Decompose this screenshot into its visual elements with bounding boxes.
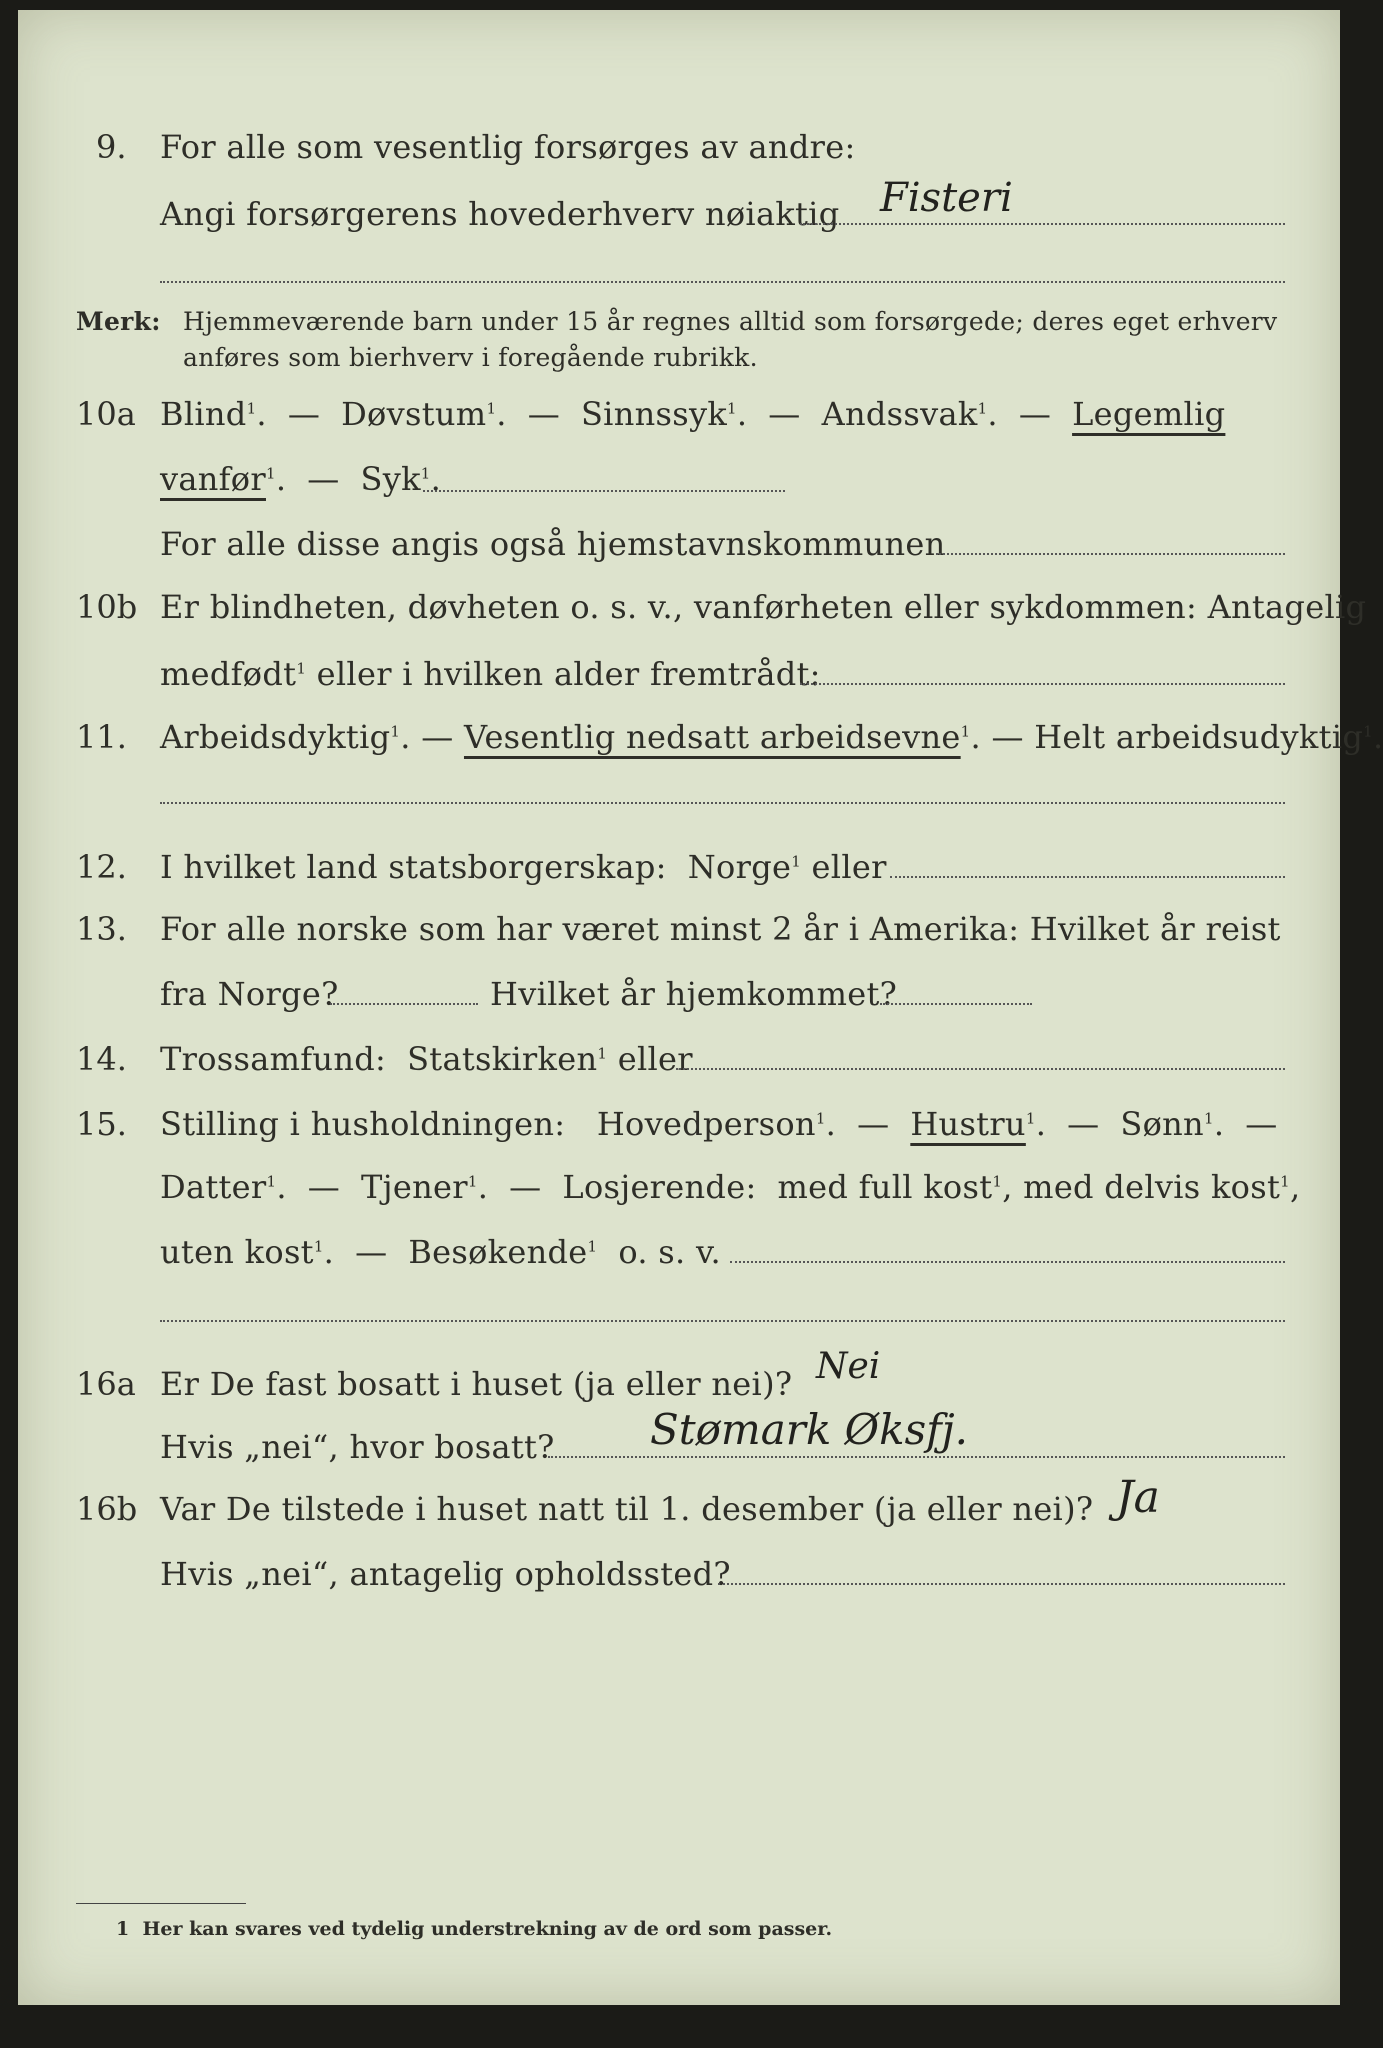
q10a-line2: vanfør$^1$. — Syk$^1$. bbox=[160, 460, 442, 498]
q10a-line1: Blind$^1$. — Døvstum$^1$. — Sinnssyk$^1$. — Andssvak$^1$. — Legemlig bbox=[160, 395, 1226, 433]
option-sinnssyk: Sinnssyk bbox=[580, 395, 728, 433]
q12-number: 12. bbox=[76, 848, 127, 886]
q13-line2a: fra Norge? bbox=[160, 975, 339, 1013]
q9-handwritten-answer: Fisteri bbox=[880, 175, 1013, 221]
q9-extra-line bbox=[160, 281, 1285, 283]
option-tjener: Tjener bbox=[361, 1168, 468, 1206]
q11-line: Arbeidsdyktig$^1$. — Vesentlig nedsatt arbeidsevne$^1$. — Helt arbeidsudyktig$^1$. bbox=[160, 718, 1383, 756]
q15-line1: Stilling i husholdningen: Hovedperson$^1$. — Hustru$^1$. — Sønn$^1$. — bbox=[160, 1105, 1278, 1143]
q15-extra-line bbox=[160, 1320, 1285, 1322]
q15-line3: uten kost$^1$. — Besøkende$^1$ o. s. v. bbox=[160, 1233, 722, 1271]
q16b-line2: Hvis „nei“, antagelig opholdssted? bbox=[160, 1555, 731, 1593]
q10a-syk-line bbox=[423, 490, 785, 492]
option-syk: Syk bbox=[360, 460, 421, 498]
q16b-opholdssted-line bbox=[718, 1583, 1285, 1585]
q10b-answer-line bbox=[800, 683, 1285, 685]
option-dovstum: Døvstum bbox=[341, 395, 487, 433]
q13-number: 13. bbox=[76, 910, 127, 948]
q16b-line1: Var De tilstede i huset natt til 1. desember (ja eller nei)? bbox=[160, 1490, 1094, 1528]
option-vesentlig-nedsatt: Vesentlig nedsatt arbeidsevne bbox=[463, 718, 961, 756]
q15-line2: Datter$^1$. — Tjener$^1$. — Losjerende: med full kost$^1$, med delvis kost$^1$, bbox=[160, 1168, 1301, 1206]
q9-number: 9. bbox=[96, 128, 127, 166]
q16a-line2: Hvis „nei“, hvor bosatt? bbox=[160, 1428, 555, 1466]
q14-answer-line bbox=[676, 1068, 1285, 1070]
q12-answer-line bbox=[890, 876, 1285, 878]
q15-answer-line bbox=[730, 1261, 1285, 1263]
q13-reist-line bbox=[330, 1003, 478, 1005]
q14-line: Trossamfund: Statskirken$^1$ eller bbox=[160, 1040, 693, 1078]
q9-line2: Angi forsørgerens hovederhverv nøiaktig bbox=[160, 195, 840, 233]
option-hovedperson: Hovedperson bbox=[596, 1105, 816, 1143]
q9-answer-line bbox=[800, 223, 1285, 225]
q9-line1: For alle som vesentlig forsørges av andre: bbox=[160, 128, 856, 166]
option-helt-udyktig: Helt arbeidsudyktig bbox=[1034, 718, 1364, 756]
q16a-handwritten-answer2: Stømark Øksfj. bbox=[650, 1405, 969, 1454]
option-arbeidsdyktig: Arbeidsdyktig bbox=[160, 718, 391, 756]
q10b-number: 10b bbox=[76, 588, 138, 626]
merk-line1: Hjemmeværende barn under 15 år regnes alltid som forsørgede; deres eget erhverv bbox=[183, 307, 1278, 336]
q16a-line1: Er De fast bosatt i huset (ja eller nei)? bbox=[160, 1365, 793, 1403]
q10b-line1: Er blindheten, døvheten o. s. v., vanførheten eller sykdommen: Antagelig bbox=[160, 588, 1367, 626]
option-med-full-kost: med full kost bbox=[777, 1168, 993, 1206]
q16b-handwritten-answer1: Ja bbox=[1116, 1472, 1160, 1523]
option-norge: Norge bbox=[687, 848, 792, 886]
q13-line1: For alle norske som har været minst 2 år i Amerika: Hvilket år reist bbox=[160, 910, 1281, 948]
merk-label: Merk: bbox=[76, 307, 161, 336]
option-sonn: Sønn bbox=[1120, 1105, 1204, 1143]
q10a-number: 10a bbox=[76, 395, 136, 433]
q10a-kommune-line bbox=[936, 553, 1285, 555]
option-uten-kost: uten kost bbox=[160, 1233, 314, 1271]
q13-hjemkommet-line bbox=[880, 1003, 1032, 1005]
option-blind: Blind bbox=[160, 395, 247, 433]
q16a-number: 16a bbox=[76, 1365, 136, 1403]
option-hustru: Hustru bbox=[910, 1105, 1026, 1143]
option-med-delvis-kost: med delvis kost bbox=[1023, 1168, 1281, 1206]
q11-number: 11. bbox=[76, 718, 127, 756]
q14-number: 14. bbox=[76, 1040, 127, 1078]
q16b-number: 16b bbox=[76, 1490, 138, 1528]
q12-line: I hvilket land statsborgerskap: Norge$^1$ eller bbox=[160, 848, 887, 886]
q13-line2b: Hvilket år hjemkommet? bbox=[490, 975, 898, 1013]
option-besokende: Besøkende bbox=[408, 1233, 588, 1271]
footnote: 1 Her kan svares ved tydelig understrekning av de ord som passer. bbox=[116, 1918, 833, 1940]
option-vanfor: vanfør bbox=[160, 460, 266, 498]
q10b-line2: medfødt$^1$ eller i hvilken alder fremtrådt: bbox=[160, 655, 821, 693]
option-andssvak: Andssvak bbox=[821, 395, 978, 433]
census-form-page bbox=[18, 10, 1383, 2005]
option-datter: Datter bbox=[160, 1168, 267, 1206]
q11-extra-line bbox=[160, 802, 1285, 804]
q16a-handwritten-answer1: Nei bbox=[816, 1346, 881, 1387]
q10a-line3: For alle disse angis også hjemstavnskommunen bbox=[160, 525, 946, 563]
footnote-rule bbox=[76, 1903, 246, 1904]
option-legemlig: Legemlig bbox=[1072, 395, 1226, 433]
q15-number: 15. bbox=[76, 1105, 127, 1143]
option-statskirken: Statskirken bbox=[407, 1040, 598, 1078]
q16a-bosatt-line bbox=[548, 1456, 1285, 1458]
merk-line2: anføres som bierhverv i foregående rubrikk. bbox=[183, 343, 758, 372]
